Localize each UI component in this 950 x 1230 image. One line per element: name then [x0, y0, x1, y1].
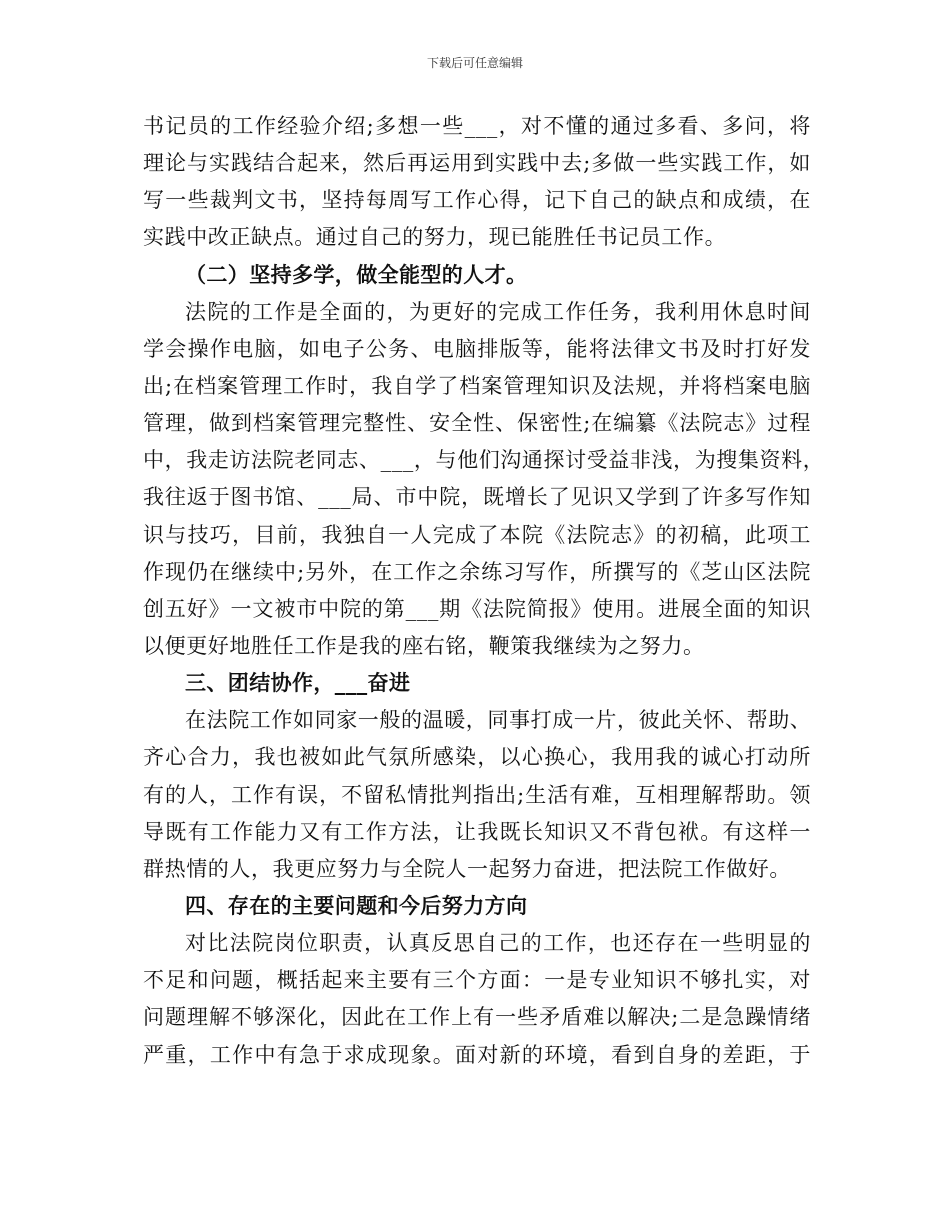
paragraph-line: 问题理解不够深化，因此在工作上有一些矛盾难以解决;二是急躁情绪	[143, 1005, 811, 1030]
paragraph-line: 创五好》一文被市中院的第___期《法院简报》使用。进展全面的知识	[143, 596, 811, 621]
paragraph-line: 严重，工作中有急于求成现象。面对新的环境，看到自身的差距，于	[143, 1042, 811, 1067]
page-header: 下载后可任意编辑	[426, 56, 523, 70]
paragraph-line: 群热情的人，我更应努力与全院人一起努力奋进，把法院工作做好。	[143, 856, 791, 881]
paragraph-line: 不足和问题，概括起来主要有三个方面：一是专业知识不够扎实，对	[143, 968, 811, 993]
paragraph-line: 在法院工作如同家一般的温暖，同事打成一片，彼此关怀、帮助、	[185, 708, 812, 733]
paragraph-line: 以便更好地胜任工作是我的座右铭，鞭策我继续为之努力。	[143, 633, 705, 658]
paragraph-line: 书记员的工作经验介绍;多想一些___，对不懂的通过多看、多问，将	[143, 114, 811, 138]
paragraph-line: 对比法院岗位职责，认真反思自己的工作，也还存在一些明显的	[185, 931, 811, 956]
paragraph-line: 出;在档案管理工作时，我自学了档案管理知识及法规，并将档案电脑	[143, 373, 811, 398]
paragraph-line: 管理，做到档案管理完整性、安全性、保密性;在编纂《法院志》过程	[143, 411, 811, 436]
paragraph-line: 学会操作电脑，如电子公务、电脑排版等，能将法律文书及时打好发	[143, 336, 811, 361]
section-heading: 四、存在的主要问题和今后努力方向	[185, 893, 528, 918]
paragraph-line: 作现仍在继续中;另外，在工作之余练习写作，所撰写的《芝山区法院	[143, 559, 811, 584]
paragraph-line: 识与技巧，目前，我独自一人完成了本院《法院志》的初稿，此项工	[143, 522, 811, 547]
paragraph-line: 理论与实践结合起来，然后再运用到实践中去;多做一些实践工作，如	[143, 151, 811, 176]
paragraph-line: 实践中改正缺点。通过自己的努力，现已能胜任书记员工作。	[143, 225, 727, 250]
paragraph-line: 法院的工作是全面的，为更好的完成工作任务，我利用休息时间	[185, 299, 811, 324]
paragraph-line: 齐心合力，我也被如此气氛所感染，以心换心，我用我的诚心打动所	[143, 745, 811, 770]
paragraph-line: 我往返于图书馆、___局、市中院，既增长了见识又学到了许多写作知	[143, 485, 811, 510]
section-heading: （二）坚持多学，做全能型的人才。	[185, 262, 528, 287]
paragraph-line: 中，我走访法院老同志、___，与他们沟通探讨受益非浅，为搜集资料，	[143, 448, 825, 473]
paragraph-line: 有的人，工作有误，不留私情批判指出;生活有难，互相理解帮助。领	[143, 782, 811, 807]
section-heading: 三、团结协作，___奋进	[185, 671, 411, 696]
paragraph-line: 写一些裁判文书，坚持每周写工作心得，记下自己的缺点和成绩，在	[143, 188, 811, 213]
document-body	[143, 108, 825, 1074]
paragraph-line: 导既有工作能力又有工作方法，让我既长知识又不背包袱。有这样一	[143, 819, 811, 844]
